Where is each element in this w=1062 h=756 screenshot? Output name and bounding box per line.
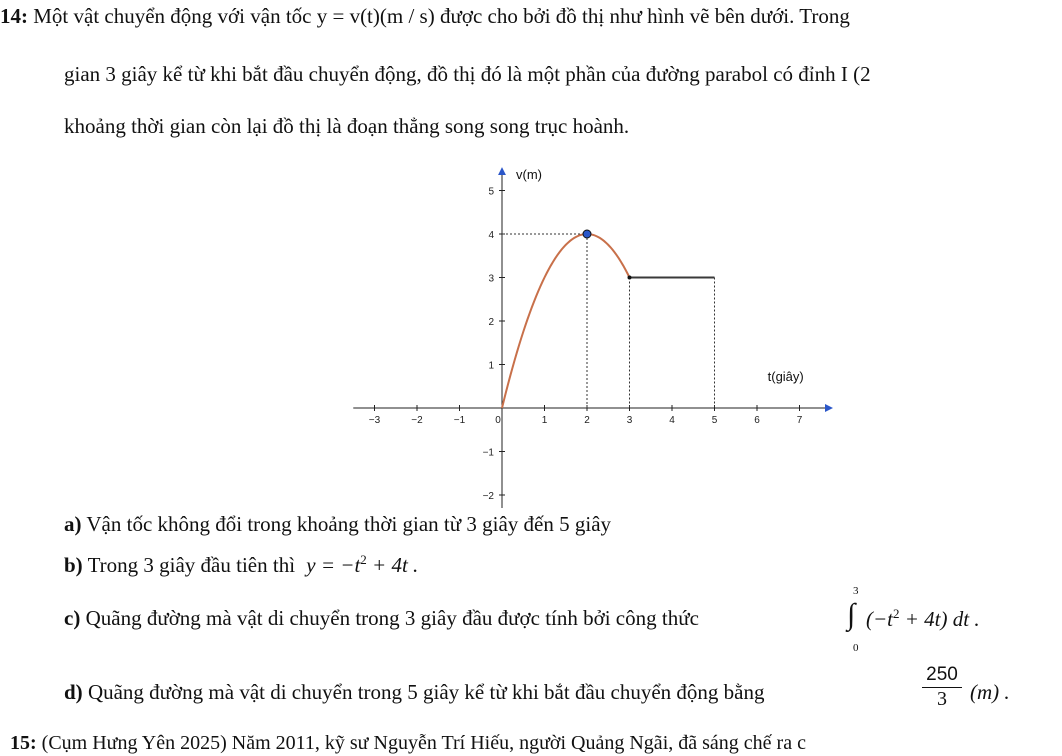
- x-tick-label: 3: [626, 415, 633, 426]
- y-tick-label: 4: [488, 230, 494, 241]
- c-formula-pre: (−t: [866, 607, 893, 631]
- x-tick-label: −2: [411, 415, 423, 426]
- y-tick-label: 2: [488, 317, 494, 328]
- statement-b-text: Trong 3 giây đầu tiên thì: [87, 553, 296, 577]
- c-formula-post: + 4t) dt .: [899, 607, 980, 631]
- fraction-denominator: 3: [937, 688, 947, 710]
- statement-b-formula: [306, 553, 418, 577]
- vertex-point: [583, 230, 591, 238]
- b-formula-exp: 2: [360, 552, 367, 567]
- y-tick-label: −2: [482, 491, 494, 502]
- statement-d-label: d): [64, 680, 83, 704]
- c-formula-exp: 2: [893, 606, 900, 621]
- fraction-numerator: 250: [926, 664, 958, 685]
- y-tick-label: 5: [488, 186, 494, 198]
- y-axis-label: v(m): [516, 167, 542, 183]
- question-15-partial: [10, 732, 806, 755]
- x-tick-label: 4: [669, 415, 675, 426]
- integral-body: [866, 606, 980, 632]
- statement-a-text: Vận tốc không đổi trong khoảng thời gian từ 3 giây đến 5 giây: [86, 512, 612, 536]
- x-tick-label: −3: [368, 415, 381, 426]
- b-formula-pre: y = −t: [306, 553, 361, 577]
- x-tick-label: 7: [796, 415, 803, 426]
- parabola-curve: [502, 234, 630, 408]
- question-15-text: (Cụm Hưng Yên 2025) Năm 2011, kỹ sư Nguyễn Trí Hiếu, người Quảng Ngãi, đã sáng chế ra c: [41, 732, 806, 754]
- question-line-1: [0, 4, 850, 29]
- question-number: 14:: [0, 4, 28, 28]
- x-tick-label: 1: [541, 415, 548, 426]
- x-tick-label: 5: [711, 415, 718, 426]
- question-line-3: khoảng thời gian còn lại đồ thị là đoạn thẳng song song trục hoành.: [64, 114, 630, 138]
- y-tick-label: 1: [488, 360, 494, 372]
- x-axis-label: t(giây): [767, 369, 804, 385]
- b-formula-post: + 4t .: [366, 553, 419, 577]
- y-tick-label: 3: [488, 273, 494, 285]
- statement-c-text: Quãng đường mà vật di chuyển trong 3 giây đầu được tính bởi công thức: [85, 606, 699, 630]
- question-15-number: 15:: [10, 732, 37, 754]
- x-tick-label: 0: [495, 415, 501, 426]
- fraction: [920, 664, 964, 711]
- integral-upper: 3: [853, 585, 859, 597]
- statement-b-label: b): [64, 553, 83, 577]
- question-text-1: Một vật chuyển động với vận tốc y = v(t)(m / s) được cho bởi đồ thị như hình vẽ bên dưới. Trong: [33, 4, 850, 28]
- velocity-chart: [330, 150, 850, 510]
- y-tick-label: −1: [482, 447, 494, 459]
- statement-d-text: Quãng đường mà vật di chuyển trong 5 giây kể từ khi bắt đầu chuyển động bằng: [87, 680, 765, 704]
- integral-lower: 0: [853, 642, 859, 654]
- point-t3: [628, 276, 632, 280]
- x-tick-label: −1: [453, 415, 466, 426]
- integral-sign: ∫: [847, 598, 856, 631]
- statement-c-label: c): [64, 606, 81, 630]
- x-tick-label: 6: [754, 415, 760, 426]
- question-line-2: gian 3 giây kể từ khi bắt đầu chuyển động, đồ thị đó là một phần của đường parabol có đỉnh I (2: [64, 62, 871, 86]
- x-tick-label: 2: [584, 415, 590, 426]
- d-unit: (m) .: [970, 680, 1010, 704]
- statement-a-label: a): [64, 512, 82, 536]
